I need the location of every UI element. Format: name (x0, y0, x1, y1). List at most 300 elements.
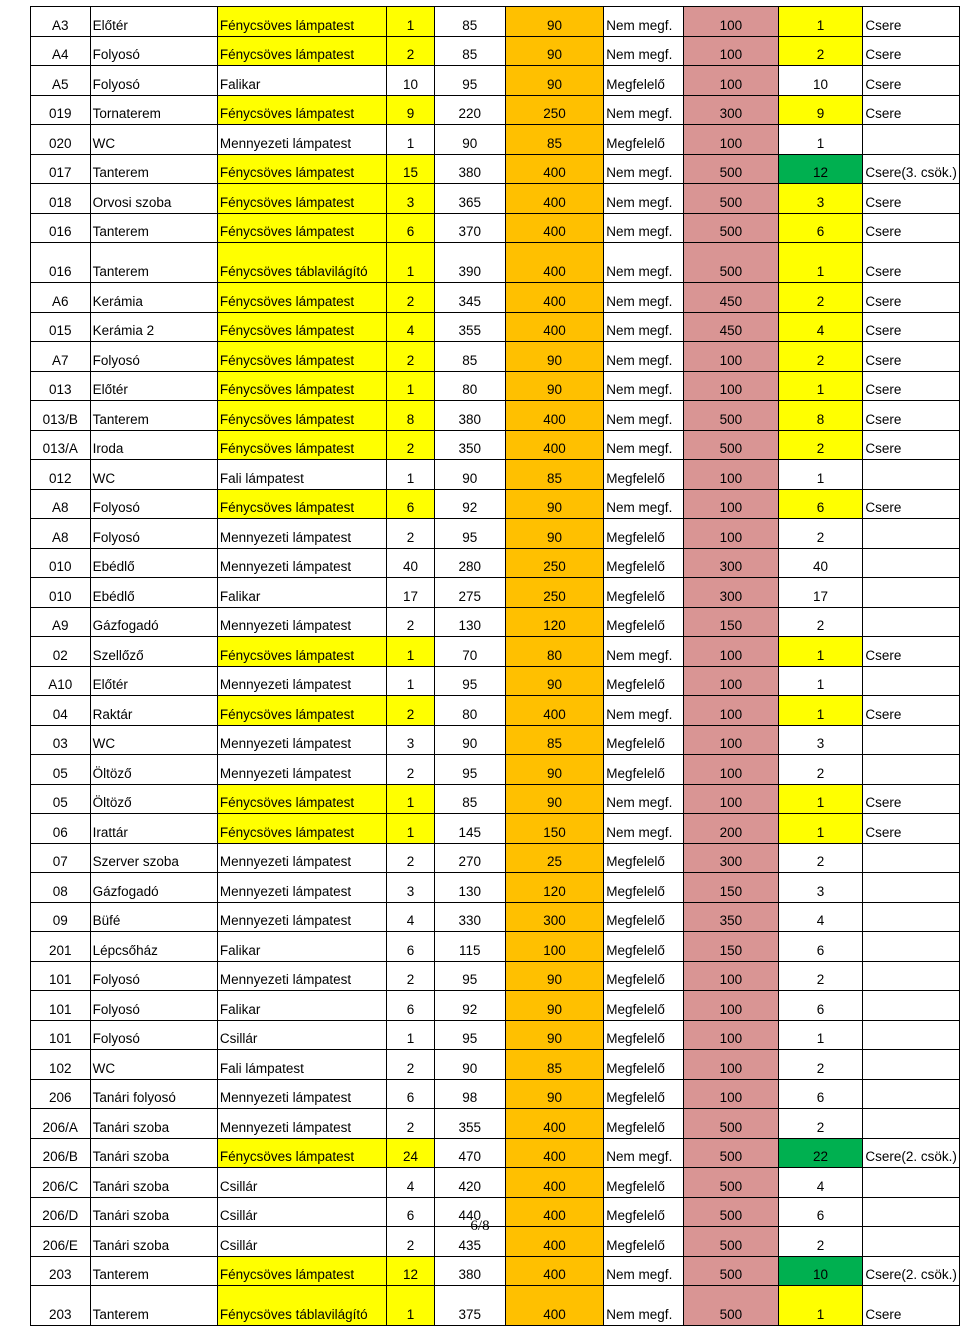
cell-measured-lux: 440 (434, 1197, 505, 1227)
cell-new-count: 40 (778, 548, 863, 578)
cell-room-name: Tanári szoba (90, 1227, 217, 1257)
cell-room-name: Tanterem (90, 1286, 217, 1326)
cell-room-name: Folyosó (90, 991, 217, 1021)
cell-required-lux: 85 (505, 725, 604, 755)
cell-target-lux: 500 (684, 243, 779, 283)
cell-new-count: 3 (778, 873, 863, 903)
cell-action (863, 755, 960, 785)
cell-new-count: 2 (778, 36, 863, 66)
cell-lamp-type: Mennyezeti lámpatest (217, 666, 386, 696)
cell-lamp-type: Falikar (217, 66, 386, 96)
table-row (31, 814, 960, 844)
cell-room-name: Gázfogadó (90, 873, 217, 903)
cell-lamp-type: Csillár (217, 1020, 386, 1050)
cell-room-name: Tanári szoba (90, 1138, 217, 1168)
cell-lamp-type: Fénycsöves lámpatest (217, 184, 386, 214)
cell-count: 4 (387, 312, 434, 342)
table-row (31, 66, 960, 96)
cell-target-lux: 150 (684, 873, 779, 903)
cell-action: Csere (863, 7, 960, 37)
cell-measured-lux: 70 (434, 637, 505, 667)
cell-count: 40 (387, 548, 434, 578)
cell-room-name: Tanterem (90, 1256, 217, 1286)
cell-count: 8 (387, 401, 434, 431)
cell-status: Nem megf. (604, 401, 684, 431)
cell-status: Megfelelő (604, 548, 684, 578)
cell-count: 1 (387, 460, 434, 490)
cell-required-lux: 100 (505, 932, 604, 962)
cell-required-lux: 400 (505, 154, 604, 184)
cell-room-name: Tanterem (90, 243, 217, 283)
cell-status: Megfelelő (604, 1050, 684, 1080)
cell-lamp-type: Fénycsöves lámpatest (217, 696, 386, 726)
cell-new-count: 1 (778, 784, 863, 814)
cell-status: Megfelelő (604, 1109, 684, 1139)
cell-room-id: 016 (31, 243, 91, 283)
table-row (31, 312, 960, 342)
cell-new-count: 17 (778, 578, 863, 608)
cell-action (863, 902, 960, 932)
cell-room-name: Ebédlő (90, 578, 217, 608)
cell-measured-lux: 220 (434, 95, 505, 125)
cell-room-name: Előtér (90, 371, 217, 401)
cell-count: 2 (387, 1109, 434, 1139)
cell-measured-lux: 375 (434, 1286, 505, 1326)
table-row (31, 1286, 960, 1326)
cell-target-lux: 500 (684, 430, 779, 460)
cell-room-name: Irattár (90, 814, 217, 844)
cell-measured-lux: 90 (434, 1050, 505, 1080)
cell-required-lux: 90 (505, 961, 604, 991)
cell-lamp-type: Mennyezeti lámpatest (217, 1079, 386, 1109)
cell-target-lux: 300 (684, 548, 779, 578)
cell-action: Csere (863, 784, 960, 814)
cell-status: Nem megf. (604, 696, 684, 726)
table-row (31, 430, 960, 460)
cell-measured-lux: 80 (434, 696, 505, 726)
cell-measured-lux: 350 (434, 430, 505, 460)
cell-count: 2 (387, 36, 434, 66)
cell-status: Nem megf. (604, 784, 684, 814)
cell-action: Csere (863, 243, 960, 283)
cell-required-lux: 400 (505, 1109, 604, 1139)
cell-new-count: 2 (778, 283, 863, 313)
cell-action: Csere (863, 637, 960, 667)
cell-room-name: Tanterem (90, 213, 217, 243)
cell-status: Megfelelő (604, 873, 684, 903)
cell-count: 3 (387, 873, 434, 903)
cell-room-id: A9 (31, 607, 91, 637)
cell-measured-lux: 95 (434, 519, 505, 549)
cell-lamp-type: Fénycsöves lámpatest (217, 1256, 386, 1286)
cell-measured-lux: 355 (434, 312, 505, 342)
cell-action (863, 1020, 960, 1050)
cell-action (863, 1109, 960, 1139)
cell-room-id: A7 (31, 342, 91, 372)
cell-required-lux: 400 (505, 312, 604, 342)
cell-room-name: Folyosó (90, 489, 217, 519)
cell-lamp-type: Fénycsöves lámpatest (217, 371, 386, 401)
cell-room-id: 102 (31, 1050, 91, 1080)
cell-status: Megfelelő (604, 755, 684, 785)
cell-action: Csere (863, 213, 960, 243)
cell-lamp-type: Fénycsöves lámpatest (217, 784, 386, 814)
cell-room-name: WC (90, 460, 217, 490)
cell-new-count: 4 (778, 902, 863, 932)
table-row (31, 637, 960, 667)
cell-new-count: 2 (778, 430, 863, 460)
cell-new-count: 1 (778, 125, 863, 155)
cell-target-lux: 100 (684, 125, 779, 155)
cell-action (863, 991, 960, 1021)
cell-count: 6 (387, 213, 434, 243)
cell-target-lux: 300 (684, 843, 779, 873)
cell-lamp-type: Mennyezeti lámpatest (217, 843, 386, 873)
cell-measured-lux: 95 (434, 666, 505, 696)
cell-target-lux: 300 (684, 95, 779, 125)
cell-count: 15 (387, 154, 434, 184)
cell-status: Megfelelő (604, 125, 684, 155)
cell-new-count: 1 (778, 460, 863, 490)
cell-required-lux: 120 (505, 607, 604, 637)
cell-lamp-type: Fénycsöves lámpatest (217, 430, 386, 460)
cell-target-lux: 150 (684, 932, 779, 962)
cell-required-lux: 90 (505, 666, 604, 696)
table-body (31, 7, 960, 1326)
table-row (31, 1079, 960, 1109)
cell-new-count: 1 (778, 696, 863, 726)
cell-measured-lux: 130 (434, 607, 505, 637)
table-row (31, 932, 960, 962)
cell-status: Megfelelő (604, 902, 684, 932)
cell-measured-lux: 80 (434, 371, 505, 401)
cell-count: 12 (387, 1256, 434, 1286)
cell-required-lux: 250 (505, 95, 604, 125)
cell-status: Nem megf. (604, 95, 684, 125)
cell-measured-lux: 95 (434, 66, 505, 96)
cell-measured-lux: 85 (434, 36, 505, 66)
cell-action: Csere (863, 371, 960, 401)
cell-count: 2 (387, 342, 434, 372)
cell-action: Csere(2. csök.) (863, 1256, 960, 1286)
cell-room-id: 016 (31, 213, 91, 243)
cell-target-lux: 100 (684, 666, 779, 696)
cell-room-name: Gázfogadó (90, 607, 217, 637)
cell-required-lux: 300 (505, 902, 604, 932)
cell-new-count: 2 (778, 1050, 863, 1080)
cell-measured-lux: 145 (434, 814, 505, 844)
cell-required-lux: 85 (505, 125, 604, 155)
cell-status: Nem megf. (604, 154, 684, 184)
cell-target-lux: 450 (684, 312, 779, 342)
cell-target-lux: 100 (684, 371, 779, 401)
cell-room-id: 013 (31, 371, 91, 401)
cell-required-lux: 150 (505, 814, 604, 844)
cell-measured-lux: 90 (434, 460, 505, 490)
table-row (31, 519, 960, 549)
cell-required-lux: 400 (505, 1168, 604, 1198)
cell-room-id: 05 (31, 755, 91, 785)
cell-status: Nem megf. (604, 371, 684, 401)
cell-count: 3 (387, 725, 434, 755)
cell-room-name: WC (90, 725, 217, 755)
cell-measured-lux: 435 (434, 1227, 505, 1257)
cell-new-count: 1 (778, 1020, 863, 1050)
cell-room-name: Tanári szoba (90, 1197, 217, 1227)
cell-action: Csere (863, 814, 960, 844)
cell-new-count: 2 (778, 1227, 863, 1257)
table-row (31, 243, 960, 283)
cell-count: 1 (387, 1020, 434, 1050)
cell-measured-lux: 92 (434, 991, 505, 1021)
cell-target-lux: 500 (684, 1138, 779, 1168)
cell-status: Megfelelő (604, 961, 684, 991)
cell-count: 6 (387, 932, 434, 962)
cell-required-lux: 400 (505, 283, 604, 313)
cell-new-count: 1 (778, 666, 863, 696)
cell-lamp-type: Fénycsöves lámpatest (217, 1138, 386, 1168)
cell-room-name: Tanári szoba (90, 1168, 217, 1198)
cell-action (863, 607, 960, 637)
cell-room-name: Raktár (90, 696, 217, 726)
cell-action: Csere(3. csök.) (863, 154, 960, 184)
cell-count: 1 (387, 125, 434, 155)
cell-measured-lux: 92 (434, 489, 505, 519)
cell-room-name: Ebédlő (90, 548, 217, 578)
cell-required-lux: 90 (505, 489, 604, 519)
cell-required-lux: 90 (505, 991, 604, 1021)
cell-room-id: 101 (31, 961, 91, 991)
table-row (31, 7, 960, 37)
cell-room-id: 012 (31, 460, 91, 490)
cell-new-count: 4 (778, 1168, 863, 1198)
cell-new-count: 6 (778, 932, 863, 962)
cell-room-id: 206/C (31, 1168, 91, 1198)
cell-count: 1 (387, 243, 434, 283)
cell-count: 2 (387, 1227, 434, 1257)
cell-count: 1 (387, 666, 434, 696)
cell-required-lux: 90 (505, 7, 604, 37)
cell-action (863, 666, 960, 696)
cell-room-id: 101 (31, 991, 91, 1021)
cell-lamp-type: Fénycsöves lámpatest (217, 312, 386, 342)
cell-action: Csere (863, 401, 960, 431)
cell-room-id: 203 (31, 1256, 91, 1286)
cell-room-id: 03 (31, 725, 91, 755)
table-row (31, 489, 960, 519)
cell-action (863, 843, 960, 873)
cell-room-id: 02 (31, 637, 91, 667)
cell-new-count: 4 (778, 312, 863, 342)
cell-measured-lux: 380 (434, 1256, 505, 1286)
cell-status: Megfelelő (604, 1197, 684, 1227)
cell-status: Nem megf. (604, 7, 684, 37)
cell-action: Csere (863, 283, 960, 313)
cell-lamp-type: Csillár (217, 1197, 386, 1227)
cell-action: Csere(2. csök.) (863, 1138, 960, 1168)
cell-lamp-type: Fali lámpatest (217, 1050, 386, 1080)
cell-lamp-type: Falikar (217, 932, 386, 962)
cell-lamp-type: Fénycsöves lámpatest (217, 814, 386, 844)
table-row (31, 843, 960, 873)
cell-required-lux: 85 (505, 460, 604, 490)
cell-measured-lux: 380 (434, 401, 505, 431)
cell-new-count: 1 (778, 814, 863, 844)
cell-required-lux: 80 (505, 637, 604, 667)
cell-target-lux: 450 (684, 283, 779, 313)
cell-room-id: 019 (31, 95, 91, 125)
cell-lamp-type: Falikar (217, 578, 386, 608)
cell-lamp-type: Mennyezeti lámpatest (217, 902, 386, 932)
cell-room-name: Öltöző (90, 755, 217, 785)
cell-lamp-type: Mennyezeti lámpatest (217, 961, 386, 991)
cell-lamp-type: Mennyezeti lámpatest (217, 755, 386, 785)
cell-lamp-type: Fénycsöves lámpatest (217, 154, 386, 184)
cell-target-lux: 500 (684, 1256, 779, 1286)
cell-room-id: A6 (31, 283, 91, 313)
cell-target-lux: 300 (684, 578, 779, 608)
cell-required-lux: 90 (505, 755, 604, 785)
cell-target-lux: 100 (684, 961, 779, 991)
cell-room-name: Kerámia (90, 283, 217, 313)
cell-status: Megfelelő (604, 66, 684, 96)
cell-target-lux: 200 (684, 814, 779, 844)
cell-target-lux: 150 (684, 607, 779, 637)
cell-new-count: 2 (778, 843, 863, 873)
table-row (31, 1109, 960, 1139)
cell-required-lux: 250 (505, 578, 604, 608)
cell-count: 2 (387, 696, 434, 726)
table-row (31, 991, 960, 1021)
cell-target-lux: 100 (684, 696, 779, 726)
cell-measured-lux: 95 (434, 1020, 505, 1050)
cell-room-id: A3 (31, 7, 91, 37)
cell-measured-lux: 380 (434, 154, 505, 184)
cell-room-id: 206/B (31, 1138, 91, 1168)
cell-room-name: Folyosó (90, 66, 217, 96)
cell-count: 6 (387, 1197, 434, 1227)
cell-required-lux: 90 (505, 342, 604, 372)
cell-lamp-type: Mennyezeti lámpatest (217, 1109, 386, 1139)
cell-status: Megfelelő (604, 1168, 684, 1198)
cell-required-lux: 400 (505, 184, 604, 214)
cell-status: Megfelelő (604, 843, 684, 873)
table-row (31, 902, 960, 932)
cell-room-name: WC (90, 1050, 217, 1080)
cell-lamp-type: Fénycsöves lámpatest (217, 36, 386, 66)
cell-target-lux: 100 (684, 1050, 779, 1080)
cell-required-lux: 400 (505, 213, 604, 243)
cell-action (863, 961, 960, 991)
cell-room-name: WC (90, 125, 217, 155)
cell-measured-lux: 95 (434, 961, 505, 991)
table-row (31, 95, 960, 125)
cell-room-name: Öltöző (90, 784, 217, 814)
cell-room-name: Folyosó (90, 342, 217, 372)
cell-room-id: A8 (31, 489, 91, 519)
cell-new-count: 1 (778, 243, 863, 283)
cell-target-lux: 100 (684, 66, 779, 96)
cell-room-name: Tanári szoba (90, 1109, 217, 1139)
cell-action: Csere (863, 36, 960, 66)
cell-measured-lux: 345 (434, 283, 505, 313)
cell-new-count: 1 (778, 7, 863, 37)
cell-target-lux: 100 (684, 460, 779, 490)
cell-status: Nem megf. (604, 1138, 684, 1168)
cell-required-lux: 400 (505, 696, 604, 726)
cell-lamp-type: Fali lámpatest (217, 460, 386, 490)
cell-lamp-type: Falikar (217, 991, 386, 1021)
cell-room-id: 05 (31, 784, 91, 814)
cell-room-id: 018 (31, 184, 91, 214)
table-row (31, 184, 960, 214)
cell-measured-lux: 95 (434, 755, 505, 785)
cell-new-count: 6 (778, 1079, 863, 1109)
cell-measured-lux: 365 (434, 184, 505, 214)
cell-target-lux: 100 (684, 489, 779, 519)
cell-lamp-type: Fénycsöves lámpatest (217, 489, 386, 519)
cell-new-count: 6 (778, 991, 863, 1021)
cell-new-count: 2 (778, 755, 863, 785)
cell-measured-lux: 85 (434, 342, 505, 372)
cell-new-count: 6 (778, 1197, 863, 1227)
cell-status: Nem megf. (604, 814, 684, 844)
cell-new-count: 22 (778, 1138, 863, 1168)
cell-required-lux: 90 (505, 36, 604, 66)
cell-room-id: 020 (31, 125, 91, 155)
cell-action: Csere (863, 489, 960, 519)
cell-room-id: 203 (31, 1286, 91, 1326)
cell-measured-lux: 85 (434, 784, 505, 814)
cell-count: 2 (387, 1050, 434, 1080)
cell-room-id: 010 (31, 548, 91, 578)
cell-target-lux: 500 (684, 213, 779, 243)
cell-count: 10 (387, 66, 434, 96)
cell-target-lux: 100 (684, 784, 779, 814)
cell-room-name: Folyosó (90, 519, 217, 549)
cell-room-id: 010 (31, 578, 91, 608)
cell-room-id: 07 (31, 843, 91, 873)
cell-measured-lux: 90 (434, 125, 505, 155)
cell-room-id: 015 (31, 312, 91, 342)
table-row (31, 1256, 960, 1286)
table-row (31, 784, 960, 814)
cell-new-count: 6 (778, 213, 863, 243)
cell-room-name: Előtér (90, 7, 217, 37)
cell-action: Csere (863, 312, 960, 342)
cell-count: 2 (387, 519, 434, 549)
page-number: 6/8 (470, 1218, 490, 1234)
cell-room-name: Folyosó (90, 1020, 217, 1050)
cell-required-lux: 90 (505, 371, 604, 401)
cell-action: Csere (863, 95, 960, 125)
table-row (31, 460, 960, 490)
cell-count: 1 (387, 784, 434, 814)
cell-required-lux: 400 (505, 1256, 604, 1286)
cell-measured-lux: 275 (434, 578, 505, 608)
cell-target-lux: 100 (684, 519, 779, 549)
cell-new-count: 12 (778, 154, 863, 184)
cell-count: 2 (387, 607, 434, 637)
cell-status: Nem megf. (604, 430, 684, 460)
cell-count: 9 (387, 95, 434, 125)
cell-count: 17 (387, 578, 434, 608)
cell-count: 2 (387, 961, 434, 991)
cell-count: 6 (387, 1079, 434, 1109)
cell-measured-lux: 355 (434, 1109, 505, 1139)
cell-new-count: 2 (778, 1109, 863, 1139)
cell-room-id: A4 (31, 36, 91, 66)
